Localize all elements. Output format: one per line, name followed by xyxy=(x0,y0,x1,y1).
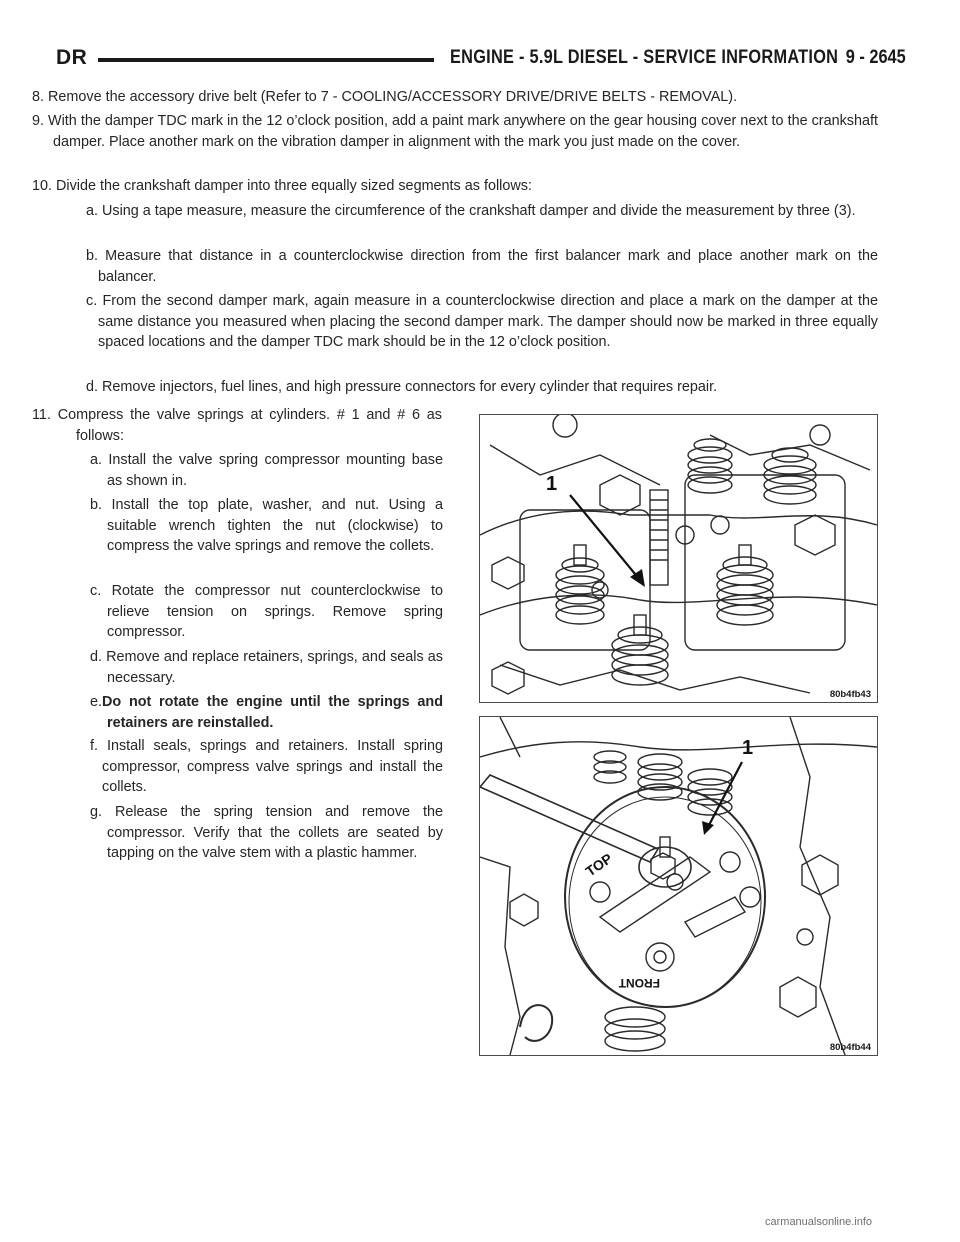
step-11a: a. Install the valve spring compressor mounting base as shown in. xyxy=(90,452,443,489)
figure-2-illustration xyxy=(480,717,877,1055)
figure-valve-spring-compressor-plate xyxy=(479,716,878,1056)
page-header xyxy=(56,46,908,72)
figure-valve-spring-compressor-base xyxy=(479,414,878,703)
step-10d: d. Remove injectors, fuel lines, and high pressure connectors for every cylinder that requires repair. xyxy=(86,379,718,395)
step-8: 8. Remove the accessory drive belt (Refer to 7 - COOLING/ACCESSORY DRIVE/DRIVE BELTS - REMOVAL). xyxy=(32,89,738,105)
figure-1-code: 80b4fb43 xyxy=(829,689,871,700)
step-11e-label: e. xyxy=(90,694,103,710)
step-11: 11. Compress the valve springs at cylinders. # 1 and # 6 as follows: xyxy=(32,407,442,444)
header-title: ENGINE - 5.9L DIESEL - SERVICE INFORMATION xyxy=(450,47,839,68)
step-9: 9. With the damper TDC mark in the 12 o’clock position, add a paint mark anywhere on the gear housing cover next to the crankshaft damper. Place another mark on the vibration damper in alignment with the mark you just made on the cover. xyxy=(32,113,878,150)
step-10c: c. From the second damper mark, again measure in a counterclockwise direction and place a mark on the damper at the same distance you measured when placing the second damper mark. The damper should now be marked in three equally spaced locations and the damper TDC mark should be in the 12 o’clock position. xyxy=(86,293,878,350)
plate-top-label: TOP xyxy=(582,849,616,880)
step-11e-warning: Do not rotate the engine until the springs and retainers are reinstalled. xyxy=(102,694,443,731)
plate-front-label: FRONT xyxy=(618,976,660,990)
step-11c: c. Rotate the compressor nut counterclockwise to relieve tension on springs. Remove spring compressor. xyxy=(90,583,443,640)
step-10: 10. Divide the crankshaft damper into three equally sized segments as follows: xyxy=(32,178,532,194)
figure-1-callout: 1 xyxy=(546,473,558,495)
header-page-number: 9 - 2645 xyxy=(846,47,906,68)
step-11b: b. Install the top plate, washer, and nut. Using a suitable wrench tighten the nut (clockwise) to compress the valve springs and remove the collets. xyxy=(90,497,443,554)
step-10a: a. Using a tape measure, measure the circumference of the crankshaft damper and divide the measurement by three (3). xyxy=(86,203,856,219)
step-11d: d. Remove and replace retainers, springs, and seals as necessary. xyxy=(90,649,443,686)
figure-1-illustration xyxy=(480,415,877,702)
step-11e xyxy=(90,692,443,733)
step-11f: f. Install seals, springs and retainers. Install spring compressor, compress valve springs and install the collets. xyxy=(90,738,443,795)
step-11g: g. Release the spring tension and remove the compressor. Verify that the collets are seated by tapping on the valve stem with a plastic hammer. xyxy=(90,804,443,861)
header-section-code: DR xyxy=(56,46,88,69)
figure-2-callout: 1 xyxy=(742,737,754,759)
header-rule xyxy=(98,58,434,62)
footer-watermark[interactable]: carmanualsonline.info xyxy=(765,1216,873,1228)
step-10b: b. Measure that distance in a counterclockwise direction from the first balancer mark and place another mark on the balancer. xyxy=(86,248,878,285)
figure-2-code: 80b4fb44 xyxy=(829,1042,871,1053)
